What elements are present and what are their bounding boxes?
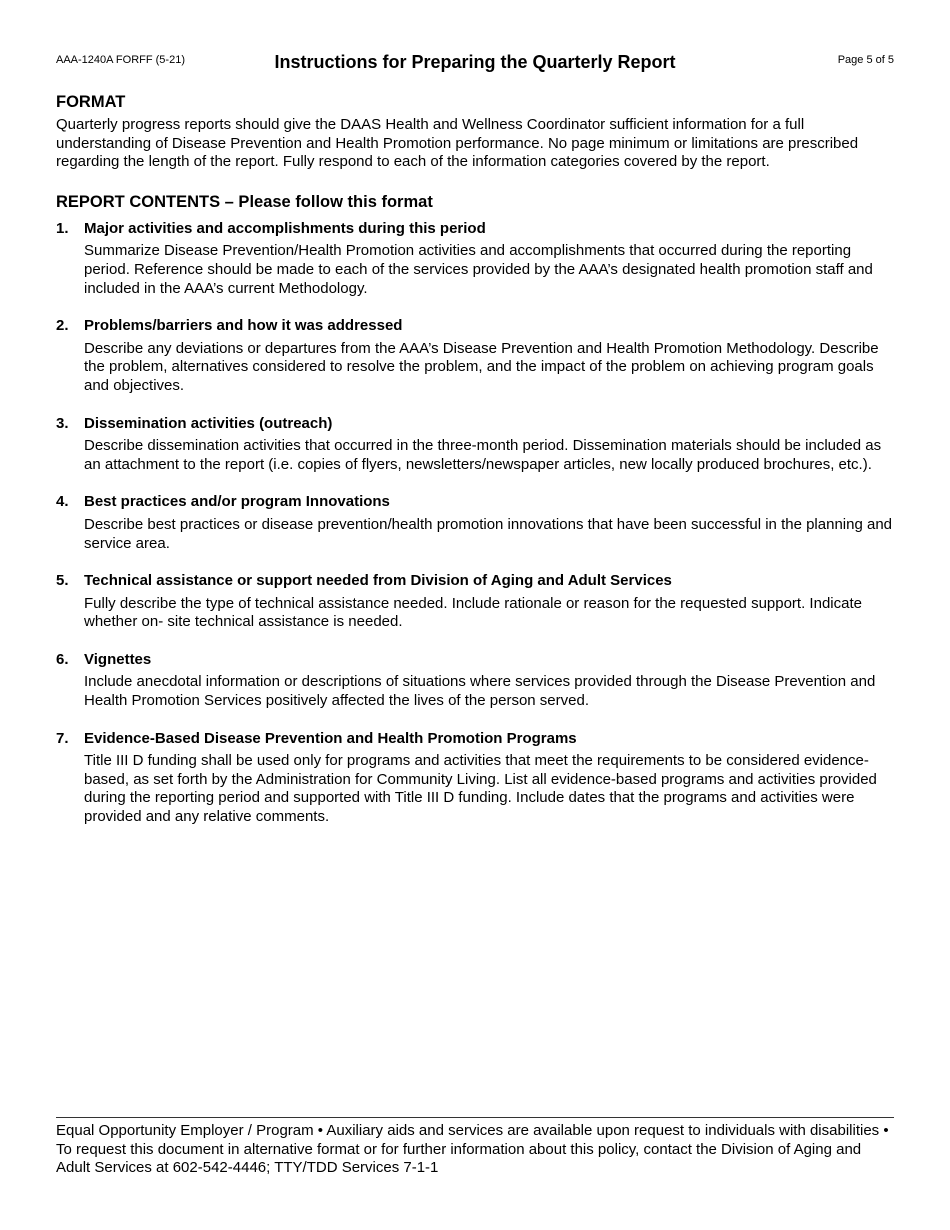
item-body: Describe any deviations or departures from the AAA’s Disease Prevention and Health Promotion Methodology. Describe the problem, alternatives considered to resolve the problem, and the impact of the problem on achieving program goals and objectives. [84,339,879,394]
page-header [56,52,894,78]
list-item-5 [56,572,894,632]
item-title: Technical assistance or support needed from Division of Aging and Adult Services [84,572,672,590]
item-number: 1. [56,219,69,237]
item-body: Describe dissemination activities that occurred in the three-month period. Dissemination materials should be included as an attachment to the report (i.e. copies of flyers, newsletters/newspaper articles, new locally produced brochures, etc.). [84,437,882,473]
item-title: Best practices and/or program Innovations [84,493,390,511]
page-footer [56,1117,894,1178]
item-title: Vignettes [84,650,152,668]
item-body: Include anecdotal information or descriptions of situations where services provided through the Disease Prevention and Health Promotion Services positively affected the lives of the person served. [84,673,876,710]
item-number: 6. [56,650,69,668]
list-item-2 [56,317,894,395]
document-page [56,0,894,1230]
format-heading: FORMAT [56,93,126,111]
item-title: Evidence-Based Disease Prevention and Health Promotion Programs [84,729,577,747]
list-item-4 [56,493,894,553]
list-item-3 [56,415,894,475]
list-item-6 [56,651,894,711]
report-contents-list [56,220,894,827]
document-title: Instructions for Preparing the Quarterly Report [274,52,676,72]
item-body: Describe best practices or disease prevention/health promotion innovations that have been successful in the planning and service area. [84,515,893,552]
item-body: Fully describe the type of technical assistance needed. Include rationale or reason for the requested support. Indicate whether on- site technical assistance is needed. [84,594,862,631]
format-paragraph: Quarterly progress reports should give the DAAS Health and Wellness Coordinator sufficient information for a full understanding of Disease Prevention and Health Promotion performance. No page minimum or limitations are prescribed regarding the length of the report. Fully respond to each of the information categories covered by the report. [56,116,859,171]
list-item-7 [56,730,894,827]
item-title: Problems/barriers and how it was addressed [84,317,403,335]
item-number: 4. [56,493,69,511]
item-title: Dissemination activities (outreach) [84,414,333,432]
form-code: AAA-1240A FORFF (5-21) [56,54,185,66]
footer-notice: Equal Opportunity Employer / Program • Auxiliary aids and services are available upon request to individuals with disabilities • To request this document in alternative format or for further information about this policy, contact the Division of Aging and Adult Services at 602-542-4446; TTY/TDD Services 7-1-1 [56,1122,889,1177]
item-number: 5. [56,572,69,590]
item-number: 7. [56,729,69,747]
page-number: Page 5 of 5 [837,54,894,66]
report-contents-heading: REPORT CONTENTS – Please follow this format [56,192,433,211]
list-item-1 [56,220,894,298]
item-title: Major activities and accomplishments during this period [84,219,486,237]
item-body: Title III D funding shall be used only for programs and activities that meet the requirements to be considered evidence-based, as set forth by the Administration for Community Living. List all evidence-based programs and activities provided during the reporting period and supported with Title III D funding. Include dates that the programs and activities were provided and any relative comments. [84,752,877,826]
item-number: 3. [56,414,69,432]
document-body [56,92,894,846]
item-number: 2. [56,317,69,335]
item-body: Summarize Disease Prevention/Health Promotion activities and accomplishments that occurred during the reporting period. Reference should be made to each of the services provided by the AAA’s designated health promotion staff and included in the AAA’s current Methodology. [84,242,873,297]
